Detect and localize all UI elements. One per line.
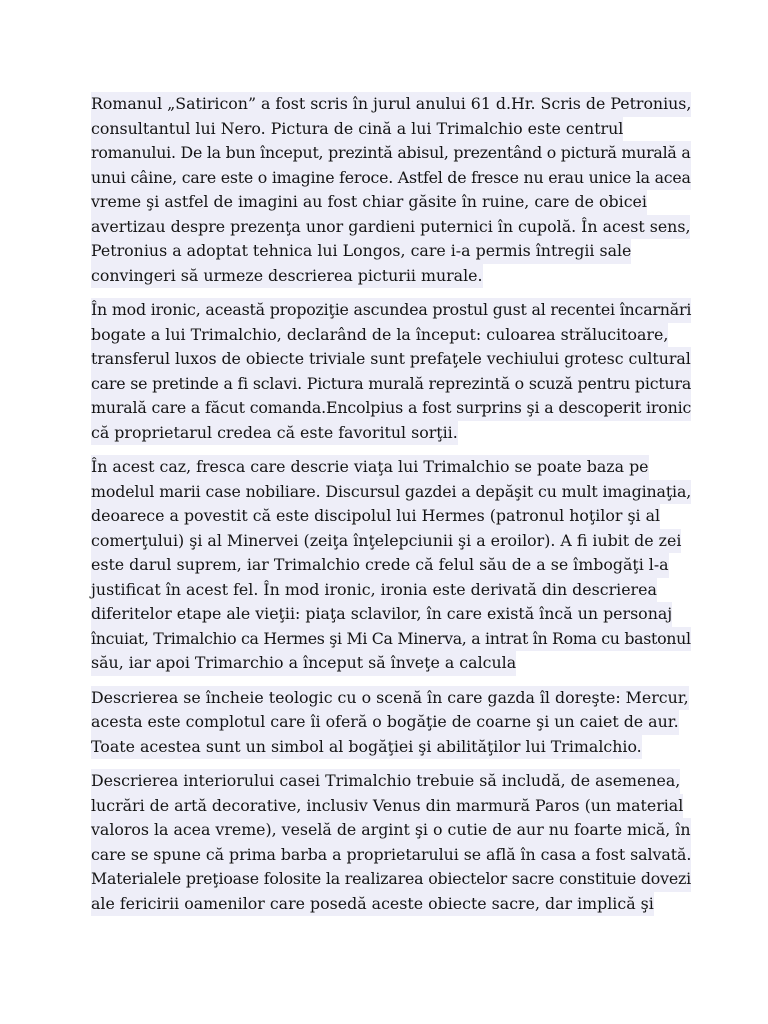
text-line: încuiat, Trimalchio ca Hermes şi Mi Ca Minerva, a intrat în Roma cu bastonul bbox=[91, 627, 691, 652]
text-line: este darul suprem, iar Trimalchio crede că felul său de a se îmbogăţi l-a bbox=[91, 553, 669, 578]
text-line: vreme şi astfel de imagini au fost chiar găsite în ruine, care de obicei bbox=[91, 190, 647, 215]
text-line: ale fericirii oamenilor care posedă aceste obiecte sacre, dar implică şi bbox=[91, 892, 654, 917]
text-line: Romanul „Satiricon” a fost scris în jurul anului 61 d.Hr. Scris de Petronius, bbox=[91, 92, 691, 117]
document-page bbox=[91, 92, 691, 926]
text-line: Petronius a adoptat tehnica lui Longos, care i-a permis întregii sale bbox=[91, 239, 631, 264]
text-line: că proprietarul credea că este favoritul sorţii. bbox=[91, 421, 458, 446]
paragraph-3 bbox=[91, 455, 691, 676]
text-line: avertizau despre prezenţa unor gardieni puternici în cupolă. În acest sens, bbox=[91, 215, 690, 240]
text-line: Descrierea se încheie teologic cu o scenă în care gazda îl doreşte: Mercur, bbox=[91, 686, 689, 711]
text-line: În mod ironic, această propoziţie ascundea prostul gust al recentei încarnări bbox=[91, 298, 691, 323]
text-line: acesta este complotul care îi oferă o bogăţie de coarne şi un caiet de aur. bbox=[91, 710, 679, 735]
text-line: său, iar apoi Trimarchio a început să înveţe a calcula bbox=[91, 651, 516, 676]
text-line: deoarece a povestit că este discipolul lui Hermes (patronul hoţilor şi al bbox=[91, 504, 660, 529]
text-line: convingeri să urmeze descrierea picturii murale. bbox=[91, 264, 483, 289]
text-line: modelul marii case nobiliare. Discursul gazdei a depăşit cu mult imaginaţia, bbox=[91, 480, 691, 505]
paragraph-2 bbox=[91, 298, 691, 445]
text-line: transferul luxos de obiecte triviale sunt prefaţele vechiului grotesc cultural bbox=[91, 347, 691, 372]
paragraph-5 bbox=[91, 769, 691, 916]
text-line: diferitelor etape ale vieţii: piaţa sclavilor, în care există încă un personaj bbox=[91, 602, 672, 627]
text-line: murală care a făcut comanda.Encolpius a fost surprins şi a descoperit ironic bbox=[91, 396, 691, 421]
text-line: care se pretinde a fi sclavi. Pictura murală reprezintă o scuză pentru pictura bbox=[91, 372, 691, 397]
text-line: valoros la acea vreme), veselă de argint şi o cutie de aur nu foarte mică, în bbox=[91, 818, 691, 843]
text-line: justificat în acest fel. În mod ironic, ironia este derivată din descrierea bbox=[91, 578, 657, 603]
text-line: În acest caz, fresca care descrie viaţa lui Trimalchio se poate baza pe bbox=[91, 455, 649, 480]
text-line: Materialele preţioase folosite la realizarea obiectelor sacre constituie dovezi bbox=[91, 867, 691, 892]
text-line: Toate acestea sunt un simbol al bogăţiei şi abilităţilor lui Trimalchio. bbox=[91, 735, 642, 760]
text-line: Descrierea interiorului casei Trimalchio trebuie să includă, de asemenea, bbox=[91, 769, 680, 794]
text-line: romanului. De la bun început, prezintă abisul, prezentând o pictură murală a bbox=[91, 141, 691, 166]
text-line: care se spune că prima barba a proprietarului se află în casa a fost salvată. bbox=[91, 843, 691, 868]
paragraph-1 bbox=[91, 92, 691, 288]
paragraph-4 bbox=[91, 686, 691, 760]
text-line: lucrări de artă decorative, inclusiv Venus din marmură Paros (un material bbox=[91, 794, 683, 819]
text-line: unui câine, care este o imagine feroce. Astfel de fresce nu erau unice la acea bbox=[91, 166, 691, 191]
text-line: consultantul lui Nero. Pictura de cină a lui Trimalchio este centrul bbox=[91, 117, 623, 142]
text-line: bogate a lui Trimalchio, declarând de la început: culoarea strălucitoare, bbox=[91, 323, 668, 348]
text-line: comerţului) şi al Minervei (zeiţa înţelepciunii şi a eroilor). A fi iubit de zei bbox=[91, 529, 681, 554]
